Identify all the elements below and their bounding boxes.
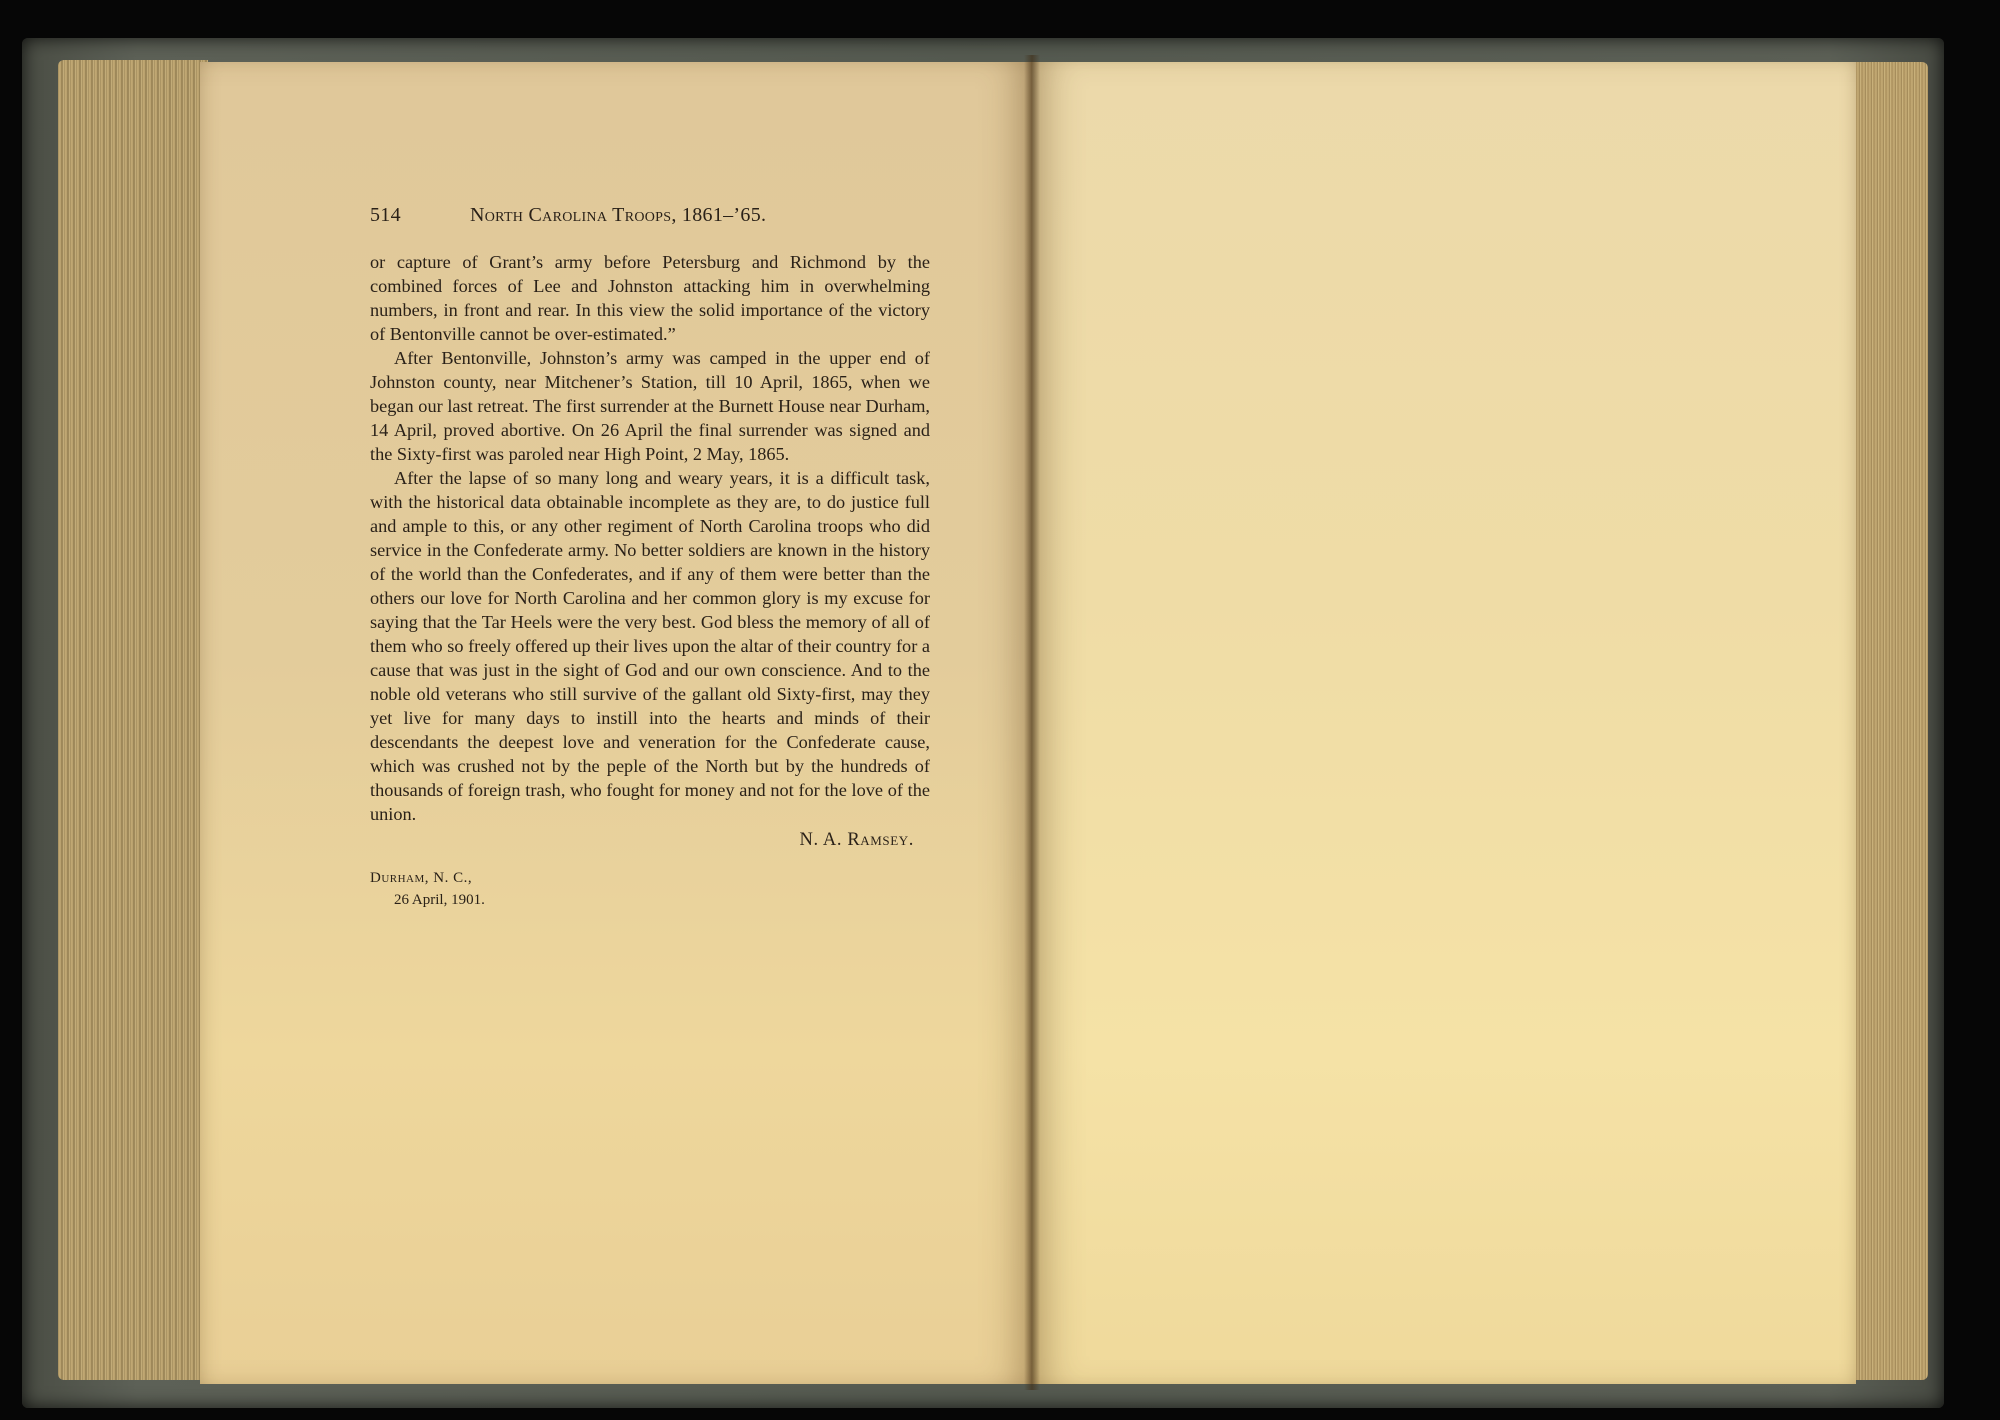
page-header — [370, 204, 930, 234]
left-page-text — [370, 204, 930, 911]
running-head: North Carolina Troops, 1861–’65. — [470, 204, 767, 226]
right-page-edges — [1848, 62, 1928, 1380]
right-page-blank — [1032, 62, 1856, 1384]
left-page-edges — [58, 60, 208, 1380]
place-date — [370, 867, 930, 911]
paragraph-2: After Bentonville, Johnston’s army was camped in the upper end of Johnston county, near Mitchener’s Station, till 10 April, 1865, when we began our last retreat. The first surrender at the Burnett House near Durham, 14 April, proved abortive. On 26 April the final surrender was signed and the Sixty-first was paroled near High Point, 2 May, 1865. — [370, 348, 930, 464]
date-line: 26 April, 1901. — [394, 892, 485, 908]
book-gutter — [1024, 55, 1040, 1390]
body-text — [370, 250, 930, 826]
author-signature: N. A. Ramsey. — [799, 830, 914, 850]
paragraph-1: or capture of Grant’s army before Petersburg and Richmond by the combined forces of Lee and Johnston attacking him in overwhelming numbers, in front and rear. In this view the solid importance of the victory of Bentonville cannot be over-estimated.” — [370, 252, 930, 344]
paragraph-3: After the lapse of so many long and weary years, it is a difficult task, with the historical data obtainable incomplete as they are, to do justice full and ample to this, or any other regiment of North Carolina troops who did service in the Confederate army. No better soldiers are known in the history of the world than the Confederates, and if any of them were better than the others our love for North Carolina and her common glory is my excuse for saying that the Tar Heels were the very best. God bless the memory of all of them who so freely offered up their lives upon the altar of their country for a cause that was just in the sight of God and our own conscience. And to the noble old veterans who still survive of the gallant old Sixty-first, may they yet live for many days to instill into the hearts and minds of their descendants the deepest love and veneration for the Confederate cause, which was crushed not by the peple of the North but by the hundreds of thousands of foreign trash, who fought for money and not for the love of the union. — [370, 468, 930, 824]
place-line: Durham, N. C., — [370, 870, 473, 886]
page-number: 514 — [370, 204, 401, 226]
